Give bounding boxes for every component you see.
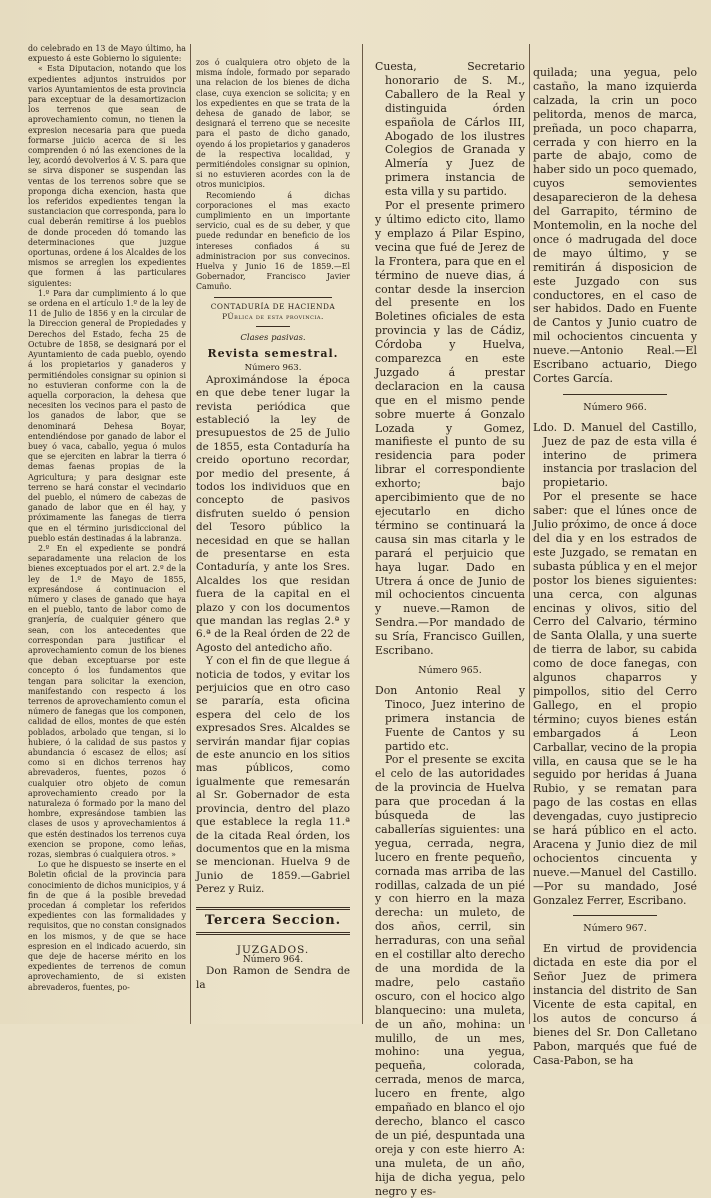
paragraph: Ldo. D. Manuel del Castillo, Juez de paz de esta villa é interino de primera instancia por traslacion del propietario.	[533, 420, 697, 490]
column-rule	[190, 44, 191, 1024]
section-heading: JUZGADOS.	[236, 943, 310, 956]
paragraph: Y con el fin de que llegue á noticia de todos, y evitar los perjuicios que en otro caso se pararía, esta oficina espera del celo de los expresados Sres. Alcaldes se servirán mandar fijar copias de este anuncio en los sitios mas públicos, como igualmente que remesarán al Sr. Gobernador de esta provincia, dentro del plazo que establece la regla 11.ª de la citada Real órden, los documentos que en la misma se mencionan. Huelva 9 de Junio de 1859.—Gabriel Perez y Ruiz.	[196, 655, 350, 896]
section-title: Tercera Seccion.	[204, 912, 342, 928]
column-rule	[529, 44, 530, 1024]
paragraph: Por el presente se hace saber: que el lúnes once de Julio próximo, de once á doce del dia y en los estrados de este Juzgado, se rematan en subasta pública y en el mejor postor los bienes siguientes: una cerca, con algunas encinas y olivos, sitio del Cerro del Calvario, término de Santa Olalla, y una suerte de tierra de labor, su cabida como de doce fanegas, con algunos chaparros y pimpollos, sitio del Cerro Gallego, en el propio término; cuyos bienes están embargados á Leon Carballar, vecino de la propia villa, en causa que se le ha seguido por heridas á Juana Rubio, y se rematan para pago de las costas en ellas devengadas, cuyo justiprecio se hará público en el acto. Aracena y Junio diez de mil ochocientos cincuenta y nueve.—Manuel del Castillo.—Por su mandado, José Gonzalez Ferrer, Escribano.	[533, 490, 697, 907]
paragraph: Don Ramon de Sendra de la	[196, 965, 350, 991]
notice-number: Número 965.	[418, 664, 482, 676]
notice-number: Número 963.	[244, 363, 302, 374]
divider	[196, 907, 350, 910]
paragraph: 2.º En el expediente se pondrá separadamente una relacion de los bienes exceptuados por el art. 2.º de la ley de 1.º de Mayo de 1855, expresándose á continuacion el número y clases de ganado que haya en el pueblo, tanto de labor como de granjería, de cualquier género que sean, con los antecedentes que correspondan para justificar el aprovechamiento comun de los bienes que deban exceptuarse por este concepto ó los fundamentos que tengan para solicitar la exencion, manifestando con respecto á los terrenos de aprovechamiento comun el número de fanegas que los componen, calidad de ellos, montes de que estén poblados, arbolado que tengan, si lo hubiere, ó la calidad de sus pastos y abundancia ó escasez de ellos; así como si en dichos terrenos hay abrevaderos, fuentes, pozos ó cualquier otro objeto de comun aprovechamiento creado por la naturaleza ó formado por la mano del hombre, expresándose tambien las clases de usos y aprovechamientos á que estén destinados los terrenos cuya exencion se propone, como leñas, rozas, siembras ó cualquiera otros. »	[28, 543, 186, 860]
subsection-heading: Clases pasivas.	[240, 333, 306, 344]
paragraph: En virtud de providencia dictada en este dia por el Señor Juez de primera instancia del distrito de San Vicente de esta capital, en los autos de concurso á bienes del Sr. Don Calletano Pabon, marqués que fué de Casa-Pabon, se ha	[533, 942, 697, 1067]
divider	[573, 915, 657, 916]
divider	[196, 932, 350, 935]
paragraph: « Esta Diputacion, notando que los expedientes adjuntos instruidos por varios Ayuntamientos de esta provincia para exceptuar de la desamortizacion los terrenos que sean de aprovechamiento comun, no tienen la expresion necesaria para que pueda formarse juicio acerca de si les comprenden ó nó las exenciones de la ley, acordó devolverlos á V. S. para que se sirva disponer se suspendan las ventas de los terrenos sobre que se proponga dicha exencion, hasta que los referidos expedientes tengan la sustanciacion que corresponda, para lo cual deberán remitirse á los pueblos de donde proceden dó tomando las determinaciones que juzgue oportunas, ordene á los Alcaldes de los mismos se arreglen los expedientes que formen á las particulares siguientes:	[28, 64, 186, 288]
notice-number: Número 967.	[583, 923, 647, 935]
paragraph: Por el presente se excita el celo de las autoridades de la provincia de Huelva para que procedan á la búsqueda de las caballerías siguientes: una yegua, cerrada, negra, lucero en frente pequeño, cornada mas arriba de las rodillas, calzada de un pié y con hierro en la maza derecha: un muleto, de dos años, cerril, sin herraduras, con una señal en el costillar alto derecho de una mordida de la madre, pelo castaño oscuro, con el hocico algo blanquecino: una muleta, de un año, mohina: un mulillo, de un mes, mohino: una yegua, pequeña, colorada, cerrada, menos de marca, lucero en frente, algo empañado en blanco el ojo derecho, blanco el casco de un pié, despuntada una oreja y con este hierro A: una muleta, de un año, hija de dicha yegua, pelo negro y es-	[375, 753, 525, 1198]
column-rule	[362, 44, 363, 1024]
notice-number: Número 964.	[242, 954, 304, 965]
paragraph: Aproximándose la época en que debe tener lugar la revista periódica que estableció la ley de presupuestos de 25 de Julio de 1855, esta Contaduría ha creido oportuno recordar, por medio del presente, á todos los individuos que en concepto de pasivos disfruten sueldo ó pension del Tesoro público la necesidad en que se hallan de presentarse en esta Contaduría, y ante los Sres. Alcaldes los que residan fuera de la capital en el plazo y con los documentos que mandan las reglas 2.ª y 6.ª de la Real órden de 22 de Agosto del antedicho año.	[196, 373, 350, 654]
paragraph: do celebrado en 13 de Mayo último, ha expuesto á este Gobierno lo siguiente:	[28, 44, 186, 64]
divider	[563, 394, 667, 395]
paragraph: Lo que he dispuesto se inserte en el Boletin oficial de la provincia para conocimiento de dichos municipios, y á fin de que á la posible brevedad procedan á completar los referidos expedientes con las formalidades y requisitos, que no constan consignados en los mismos, y de que se hace espresion en el indicado acuerdo, sin que deje de hacerse mérito en los expedientes de terrenos de comun aprovechamiento, de si existen abrevaderos, fuentes, po-	[28, 860, 186, 992]
paragraph: Recomiendo á dichas corporaciones el mas exacto cumplimiento en un importante servicio, cual es de su deber, y que puede redundar en beneficio de los intereses confiados á su administracion por sus convecinos. Huelva y Junio 16 de 1859.—El Gobernador, Francisco Javier Camuño.	[196, 190, 350, 292]
paragraph: Cuesta, Secretario honorario de S. M., Caballero de la Real y distinguida órden española de Cárlos III, Abogado de los ilustres Colegios de Granada y Almería y Juez de primera instancia de esta villa y su partido.	[375, 60, 525, 199]
paragraph: quilada; una yegua, pelo castaño, la mano izquierda calzada, la crin un poco pelitorda, menos de marca, preñada, un poco chaparra, cerrada y con hierro en la parte de abajo, como de haber sido un poco quemado, cuyos semovientes desaparecieron de la dehesa del Garrapito, término de Montemolin, en la noche del once ó madrugada del doce de mayo último, y se remitirán á disposicion de este Juzgado con sus conductores, en el caso de ser habidos. Dado en Fuente de Cantos y Junio cuatro de mil ochocientos cincuenta y nueve.—Antonio Real.—El Escribano actuario, Diego Cortes García.	[533, 66, 697, 385]
column-4	[533, 66, 697, 1067]
notice-title: Revista semestral.	[207, 347, 339, 361]
paragraph: zos ó cualquiera otro objeto de la misma índole, formado por separado una relacion de los bienes de dicha clase, cuya exencion se solicita; y en los expedientes en que se trata de la dehesa de ganado de labor, se designará el terreno que se necesite para el pasto de dicho ganado, oyendo á los propietarios y ganaderos de la respectiva localidad, y permitiéndoles consignar su opinion, si no estuvieren acordes con la de otros municipios.	[196, 58, 350, 190]
divider	[214, 297, 332, 298]
column-2	[196, 58, 350, 1018]
divider	[256, 326, 290, 327]
paragraph: Don Antonio Real y Tinoco, Juez interino de primera instancia de Fuente de Cantos y su partido etc.	[375, 683, 525, 753]
section-heading: CONTADURÍA DE HACIENDA PÚblica de esta provincia.	[210, 301, 336, 321]
notice-number: Número 966.	[583, 401, 647, 413]
column-3	[375, 60, 525, 1198]
paragraph: Por el presente primero y último edicto cito, llamo y emplazo á Pilar Espino, vecina que fué de Jerez de la Frontera, para que en el término de nueve dias, á contar desde la insercion del presente en los Boletines oficiales de esta provincia y las de Cádiz, Córdoba y Huelva, comparezca en este Juzgado á prestar declaracion en la causa que en el mismo pende sobre muerte á Gonzalo Lozada y Gomez, manifieste el punto de su residencia para poder librar el correspondiente exhorto; bajo apercibimiento que de no ejecutarlo en dicho término se continuará la causa sin mas citarla y le parará el perjuicio que haya lugar. Dado en Utrera á once de Junio de mil ochocientos cincuenta y nueve.—Ramon de Sendra.—Por mandado de su Sría, Francisco Guillen, Escribano.	[375, 199, 525, 658]
paragraph: 1.º Para dar cumplimiento á lo que se ordena en el artículo 1.º de la ley de 11 de Julio de 1856 y en la circular de la Direccion general de Propiedades y Derechos del Estado, fecha 25 de Octubre de 1858, se designará por el Ayuntamiento de cada pueblo, oyendo á los propietarios y ganaderos y permitiéndoles consignar su opinion si no estuvieran conforme con la de aquella corporacion, la dehesa que necesiten los vecinos para el pasto de los ganados de labor, que se denominará Dehesa Boyar, entendiéndose por ganado de labor el buey ó vaca, caballo, yegua ó mulos que se ejerciten en labrar la tierra ó demas faenas propias de la Agricultura; y para designar este terreno se hará constar el vecindario del pueblo, el número de cabezas de ganado de labor que en él hay, y próximamente las fanegas de tierra que en el término jurisdiccional del pueblo están destinadas á la labranza.	[28, 288, 186, 543]
column-1	[28, 44, 186, 1018]
